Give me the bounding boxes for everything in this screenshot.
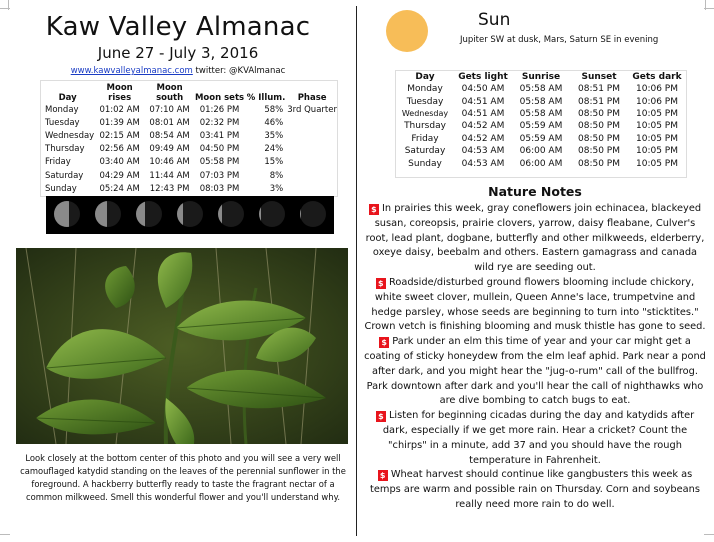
moon-table-cell: 3%	[269, 183, 284, 194]
sun-table-cell: Monday	[407, 84, 443, 95]
moon-table-cell: 02:32 PM	[199, 117, 240, 128]
moon-lit-portion	[300, 201, 301, 227]
moon-table-cell: 24%	[264, 144, 284, 155]
sun-table-cell: Sunday	[408, 158, 442, 169]
sun-table-cell: 05:58 AM	[519, 108, 563, 119]
moon-lit-portion	[177, 201, 183, 227]
moon-table-cell: 02:56 AM	[99, 144, 140, 155]
sun-table-cell: 04:53 AM	[461, 158, 505, 169]
sun-table-cell: Saturday	[404, 146, 446, 157]
sun-col-header: Gets dark	[632, 72, 682, 82]
sun-table-cell: 10:06 PM	[636, 84, 678, 95]
sun-table-cell: Wednesday	[401, 109, 449, 119]
sun-table-cell: 04:51 AM	[461, 96, 505, 107]
sun-table-cell: Thursday	[404, 121, 446, 132]
moon-table-cell: Friday	[45, 157, 71, 168]
date-range: June 27 - July 3, 2016	[97, 44, 259, 62]
sun-title: Sun	[478, 10, 511, 30]
nature-note-text: Wheat harvest should continue like gangbusters this week as temps are warm and possible rain on Thursday. Corn and soybeans really need more rain to do well.	[370, 469, 700, 510]
moon-table-cell: 04:50 PM	[199, 144, 240, 155]
sun-table-cell: 04:51 AM	[461, 108, 505, 119]
moon-table-cell: 03:41 PM	[199, 130, 240, 141]
moon-table-cell: 08:01 AM	[149, 117, 190, 128]
moon-col-header: % Illum.	[246, 92, 286, 103]
moon-table-cell	[287, 169, 337, 182]
moon-phase-icon	[54, 201, 80, 227]
sun-table-cell: 08:50 PM	[578, 121, 620, 132]
crop-mark	[8, 0, 9, 10]
moon-table-cell	[287, 156, 337, 169]
sun-table-box	[395, 70, 687, 178]
sun-table-cell: 05:59 AM	[519, 133, 563, 144]
sun-table-row	[396, 95, 686, 107]
nature-note	[364, 202, 706, 276]
moon-table-row	[41, 129, 337, 142]
moon-lit-portion	[259, 201, 261, 227]
website-link[interactable]: www.kawvalleyalmanac.com	[70, 66, 193, 76]
moon-phase-icon	[300, 201, 326, 227]
sun-table-cell: 06:00 AM	[519, 158, 563, 169]
moon-table-cell: 3rd Quarter	[287, 104, 337, 115]
moon-phase-icon	[218, 201, 244, 227]
sun-col-header: Sunrise	[521, 72, 561, 82]
nature-note-text: Roadside/disturbed ground flowers blooming include chickory, white sweet clover, mullein, Queen Anne's lace, trumpetvine and hedge parsley, whose seeds are beginning to turn into "sticktites." Crown vetch is finishing blooming and musk thistle has gone to seed.	[364, 276, 706, 333]
sun-table-cell: 10:05 PM	[636, 146, 678, 157]
moon-lit-portion	[218, 201, 222, 227]
sun-col-header: Gets light	[458, 72, 508, 82]
sun-table-row	[396, 157, 686, 169]
moon-table	[41, 81, 337, 195]
sun-table-cell: 05:58 AM	[519, 84, 563, 95]
moon-table-cell	[287, 182, 337, 195]
sun-table-cell: 04:52 AM	[461, 121, 505, 132]
moon-lit-portion	[54, 201, 69, 227]
sun-table-cell: 08:50 PM	[578, 108, 620, 119]
moon-table-cell: Thursday	[45, 144, 85, 155]
sun-table-cell: 04:52 AM	[461, 133, 505, 144]
sun-table	[396, 71, 686, 170]
moon-table-cell: 01:26 PM	[199, 104, 240, 115]
moon-phase-icon	[259, 201, 285, 227]
moon-table-row	[41, 169, 337, 182]
sun-table-cell: 05:59 AM	[519, 121, 563, 132]
nature-note	[364, 409, 706, 468]
moon-table-cell: 01:02 AM	[99, 104, 140, 115]
moon-table-cell: 12:43 PM	[149, 183, 190, 194]
photo-illustration	[16, 248, 348, 444]
moon-table-row	[41, 156, 337, 169]
page-title: Kaw Valley Almanac	[45, 12, 311, 42]
sun-table-cell: 06:00 AM	[519, 146, 563, 157]
moon-table-cell: Monday	[45, 104, 79, 115]
moon-table-cell: Saturday	[45, 170, 84, 181]
planets-note: Jupiter SW at dusk, Mars, Saturn SE in evening	[460, 35, 659, 45]
sun-table-cell: 10:05 PM	[636, 108, 678, 119]
wildflower-photo	[16, 248, 348, 444]
sun-table-cell: 04:50 AM	[461, 84, 505, 95]
moon-table-cell: 10:46 AM	[149, 157, 190, 168]
moon-table-cell	[287, 143, 337, 156]
sun-table-row	[396, 133, 686, 145]
sun-table-cell: 08:50 PM	[578, 133, 620, 144]
sun-table-cell: 10:06 PM	[636, 96, 678, 107]
moon-table-cell: 09:49 AM	[149, 144, 190, 155]
sun-table-row	[396, 83, 686, 95]
bullet-icon: $	[376, 411, 386, 422]
moon-lit-portion	[136, 201, 145, 227]
crop-mark	[0, 534, 10, 535]
bullet-icon: $	[369, 204, 379, 215]
nature-notes-body	[364, 202, 706, 513]
moon-table-cell: 11:44 AM	[149, 170, 190, 181]
sun-table-cell: 08:51 PM	[578, 84, 620, 95]
moon-table-row	[41, 116, 337, 129]
moon-table-cell: 8%	[269, 170, 284, 181]
moon-col-header: Moon south	[156, 83, 184, 103]
moon-phase-icon	[177, 201, 203, 227]
moon-table-cell: 58%	[264, 104, 284, 115]
moon-table-cell: Wednesday	[45, 130, 95, 141]
crop-mark	[705, 0, 706, 10]
moon-table-cell: 05:24 AM	[99, 183, 140, 194]
nature-note-text: In prairies this week, gray coneflowers join echinacea, blackeyed susan, coreopsis, prairie clovers, yarrow, daisy fleabane, Culver's root, lead plant, dogbane, butterfly and other milkweeds, elderberry, oxeye daisy, beebalm and others. Eastern gamagrass and canada wild rye are seeding out.	[365, 203, 705, 274]
moon-lit-portion	[95, 201, 107, 227]
moon-phase-icon	[95, 201, 121, 227]
moon-table-cell: 08:03 PM	[199, 183, 240, 194]
moon-table-cell: 35%	[264, 130, 284, 141]
moon-col-header: Moon sets	[194, 92, 245, 103]
moon-table-cell: 15%	[264, 157, 284, 168]
sun-table-row	[396, 120, 686, 132]
bullet-icon: $	[378, 470, 388, 481]
sun-table-cell: 04:53 AM	[461, 146, 505, 157]
sun-table-cell: 05:58 AM	[519, 96, 563, 107]
sun-col-header: Day	[415, 72, 435, 82]
sun-table-cell: 08:50 PM	[578, 146, 620, 157]
bullet-icon: $	[376, 278, 386, 289]
moon-table-cell: 01:39 AM	[99, 117, 140, 128]
column-divider	[356, 6, 357, 536]
moon-table-cell: 05:58 PM	[199, 157, 240, 168]
twitter-handle: twitter: @KVAlmanac	[192, 66, 286, 76]
moon-table-cell: 04:29 AM	[99, 170, 140, 181]
moon-table-row	[41, 103, 337, 116]
nature-note-text: Park under an elm this time of year and your car might get a coating of sticky honeydew from the elm leaf aphid. Park near a pond after dark, and you might hear the "jug-o-rum" call of the bullfrog. Park downtown after dark and you'll hear the call of nighthawks who are dive bombing to catch bugs to eat.	[364, 336, 706, 407]
sun-table-cell: Friday	[411, 133, 439, 144]
nature-notes-title: Nature Notes	[488, 184, 582, 199]
moon-table-cell: 07:03 PM	[199, 170, 240, 181]
bullet-icon: $	[379, 337, 389, 348]
moon-table-cell	[287, 116, 337, 129]
sun-table-cell: Tuesday	[406, 96, 444, 107]
sun-table-cell: 08:50 PM	[578, 158, 620, 169]
moon-col-header: Moon rises	[106, 83, 133, 103]
moon-table-cell: 46%	[264, 117, 284, 128]
moon-table-cell: 08:54 AM	[149, 130, 190, 141]
sun-table-row	[396, 145, 686, 157]
moon-phase-icon	[136, 201, 162, 227]
sun-table-cell: 08:51 PM	[578, 96, 620, 107]
sun-table-row	[396, 108, 686, 120]
moon-table-cell: 07:10 AM	[149, 104, 190, 115]
sun-icon	[386, 10, 428, 52]
moon-phase-strip	[46, 196, 334, 234]
nature-note	[364, 468, 706, 512]
moon-table-cell: Sunday	[45, 183, 77, 194]
moon-table-row	[41, 143, 337, 156]
website-line	[0, 66, 356, 76]
moon-col-header: Day	[58, 92, 77, 103]
nature-note	[364, 335, 706, 409]
sun-col-header: Sunset	[581, 72, 617, 82]
crop-mark	[704, 534, 714, 535]
moon-table-box	[40, 80, 338, 197]
moon-col-header: Phase	[297, 92, 327, 103]
sun-table-cell: 10:05 PM	[636, 158, 678, 169]
nature-note-text: Listen for beginning cicadas during the day and katydids after dark, especially if we get more rain. Hear a cricket? Count the "chirps" in a minute, add 37 and you should have the rough temperature in Fahrenheit.	[382, 410, 695, 466]
sun-table-cell: 10:05 PM	[636, 133, 678, 144]
moon-table-cell: Tuesday	[45, 117, 80, 128]
moon-table-cell: 02:15 AM	[99, 130, 140, 141]
moon-table-cell: 03:40 AM	[99, 157, 140, 168]
photo-caption: Look closely at the bottom center of this photo and you will see a very well camouflaged katydid standing on the leaves of the perennial sunflower in the foreground. A hackberry butterfly ready to taste the fragrant nectar of a common milkweed. Smell this wonderful flower and you'll understand why.	[20, 453, 346, 502]
nature-note	[364, 276, 706, 335]
sun-table-cell: 10:05 PM	[636, 121, 678, 132]
moon-table-row	[41, 182, 337, 195]
moon-table-cell	[287, 129, 337, 142]
